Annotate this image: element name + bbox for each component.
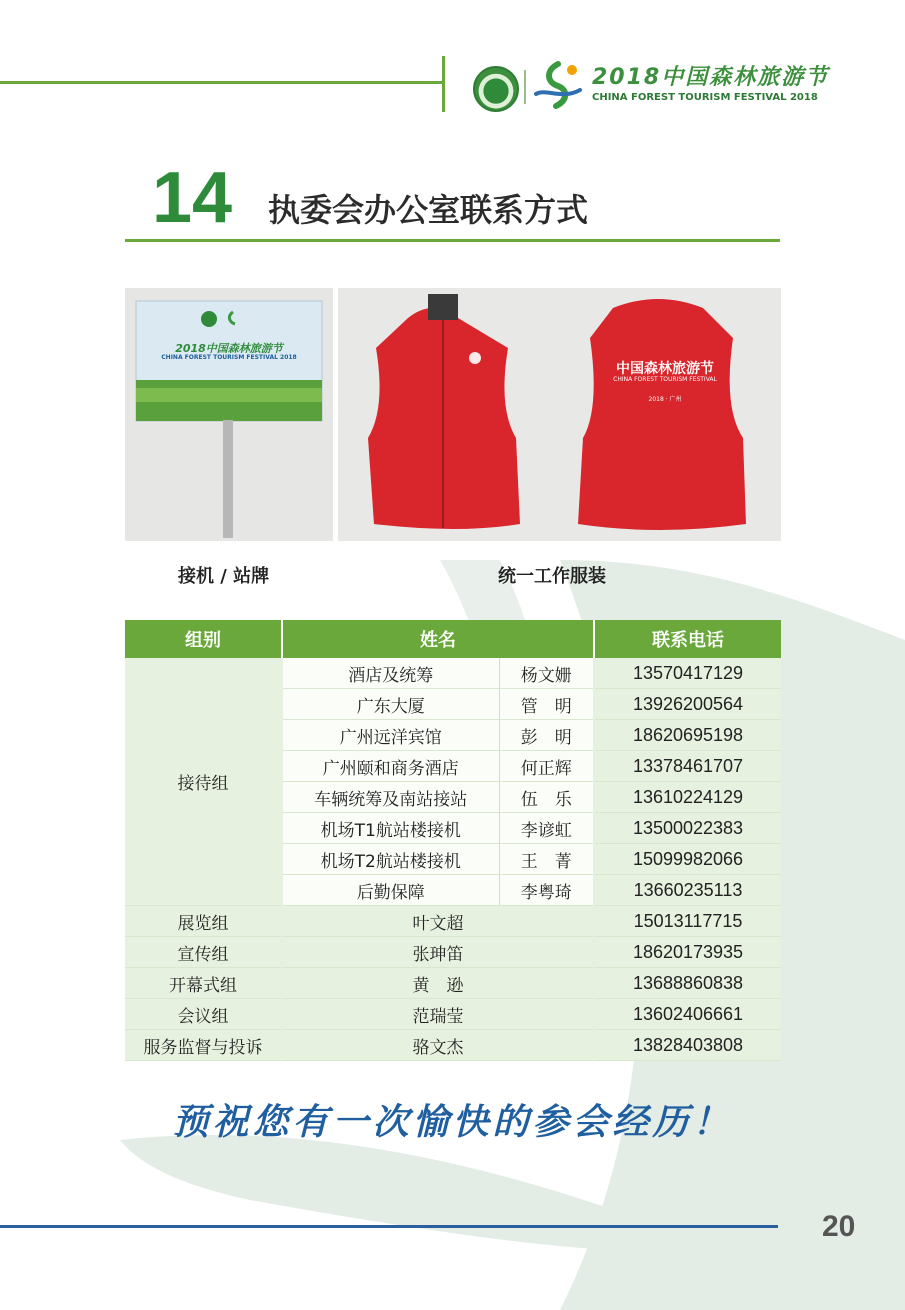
group-cell: 服务监督与投诉 — [125, 1030, 282, 1061]
closing-slogan: 预祝您有一次愉快的参会经历！ — [172, 1101, 733, 1143]
page-number: 20 — [822, 1210, 856, 1243]
place-cell: 广州颐和商务酒店 — [282, 751, 499, 782]
vest-back-subtitle: CHINA FOREST TOURISM FESTIVAL — [613, 376, 717, 383]
group-cell: 宣传组 — [125, 937, 282, 968]
phone-cell: 13828403808 — [594, 1030, 781, 1061]
table-row — [125, 658, 781, 689]
person-cell: 范瑞莹 — [282, 999, 594, 1030]
uniform-caption: 统一工作服装 — [498, 566, 606, 587]
table-row — [125, 937, 781, 968]
phone-cell: 18620695198 — [594, 720, 781, 751]
vest-back-footer: 2018 · 广州 — [648, 396, 682, 403]
person-cell: 黄 逊 — [282, 968, 594, 999]
header-phone: 联系电话 — [594, 620, 781, 658]
person-cell: 李谚虹 — [499, 813, 594, 844]
sign-board-photo — [125, 288, 333, 541]
table-row — [125, 1030, 781, 1061]
person-cell: 管 明 — [499, 689, 594, 720]
section-underline — [125, 239, 780, 242]
phone-cell: 15013117715 — [594, 906, 781, 937]
uniform-vest-photo — [338, 288, 781, 541]
phone-cell: 13926200564 — [594, 689, 781, 720]
forestry-emblem-icon — [473, 66, 519, 112]
person-cell: 叶文超 — [282, 906, 594, 937]
person-cell: 何正辉 — [499, 751, 594, 782]
phone-cell: 18620173935 — [594, 937, 781, 968]
person-cell: 杨文姗 — [499, 658, 594, 689]
phone-cell: 13610224129 — [594, 782, 781, 813]
phone-cell: 13500022383 — [594, 813, 781, 844]
logo-separator — [524, 70, 526, 104]
place-cell: 机场T1航站楼接机 — [282, 813, 499, 844]
section-title: 执委会办公室联系方式 — [268, 191, 589, 229]
header-group: 组别 — [125, 620, 282, 658]
sign-board-caption: 接机 / 站牌 — [178, 566, 270, 587]
phone-cell: 13602406661 — [594, 999, 781, 1030]
contact-table — [125, 620, 781, 1061]
table-row — [125, 906, 781, 937]
footer-rule — [0, 1225, 778, 1228]
person-cell: 骆文杰 — [282, 1030, 594, 1061]
place-cell: 后勤保障 — [282, 875, 499, 906]
section-number: 14 — [152, 158, 233, 238]
header-divider — [442, 56, 445, 112]
group-cell: 开幕式组 — [125, 968, 282, 999]
person-cell: 伍 乐 — [499, 782, 594, 813]
header-name: 姓名 — [282, 620, 594, 658]
table-row — [125, 968, 781, 999]
person-cell: 张珅笛 — [282, 937, 594, 968]
festival-title-en: CHINA FOREST TOURISM FESTIVAL 2018 — [592, 92, 818, 103]
phone-cell: 13378461707 — [594, 751, 781, 782]
phone-cell: 13688860838 — [594, 968, 781, 999]
group-reception: 接待组 — [125, 658, 282, 906]
vest-back-title: 中国森林旅游节 — [616, 361, 714, 377]
phone-cell: 13570417129 — [594, 658, 781, 689]
person-cell: 彭 明 — [499, 720, 594, 751]
place-cell: 广东大厦 — [282, 689, 499, 720]
place-cell: 机场T2航站楼接机 — [282, 844, 499, 875]
place-cell: 车辆统筹及南站接站 — [282, 782, 499, 813]
place-cell: 酒店及统筹 — [282, 658, 499, 689]
festival-title-cn: 2018中国森林旅游节 — [592, 65, 830, 90]
sign-board-title: 2018中国森林旅游节 — [175, 342, 283, 355]
table-header-row — [125, 620, 781, 658]
sign-board-subtitle: CHINA FOREST TOURISM FESTIVAL 2018 — [161, 354, 297, 361]
table-row — [125, 999, 781, 1030]
person-cell: 王 菁 — [499, 844, 594, 875]
header-rule — [0, 81, 443, 84]
place-cell: 广州远洋宾馆 — [282, 720, 499, 751]
festival-logo-icon — [532, 60, 584, 110]
phone-cell: 15099982066 — [594, 844, 781, 875]
person-cell: 李粤琦 — [499, 875, 594, 906]
group-cell: 会议组 — [125, 999, 282, 1030]
phone-cell: 13660235113 — [594, 875, 781, 906]
group-cell: 展览组 — [125, 906, 282, 937]
